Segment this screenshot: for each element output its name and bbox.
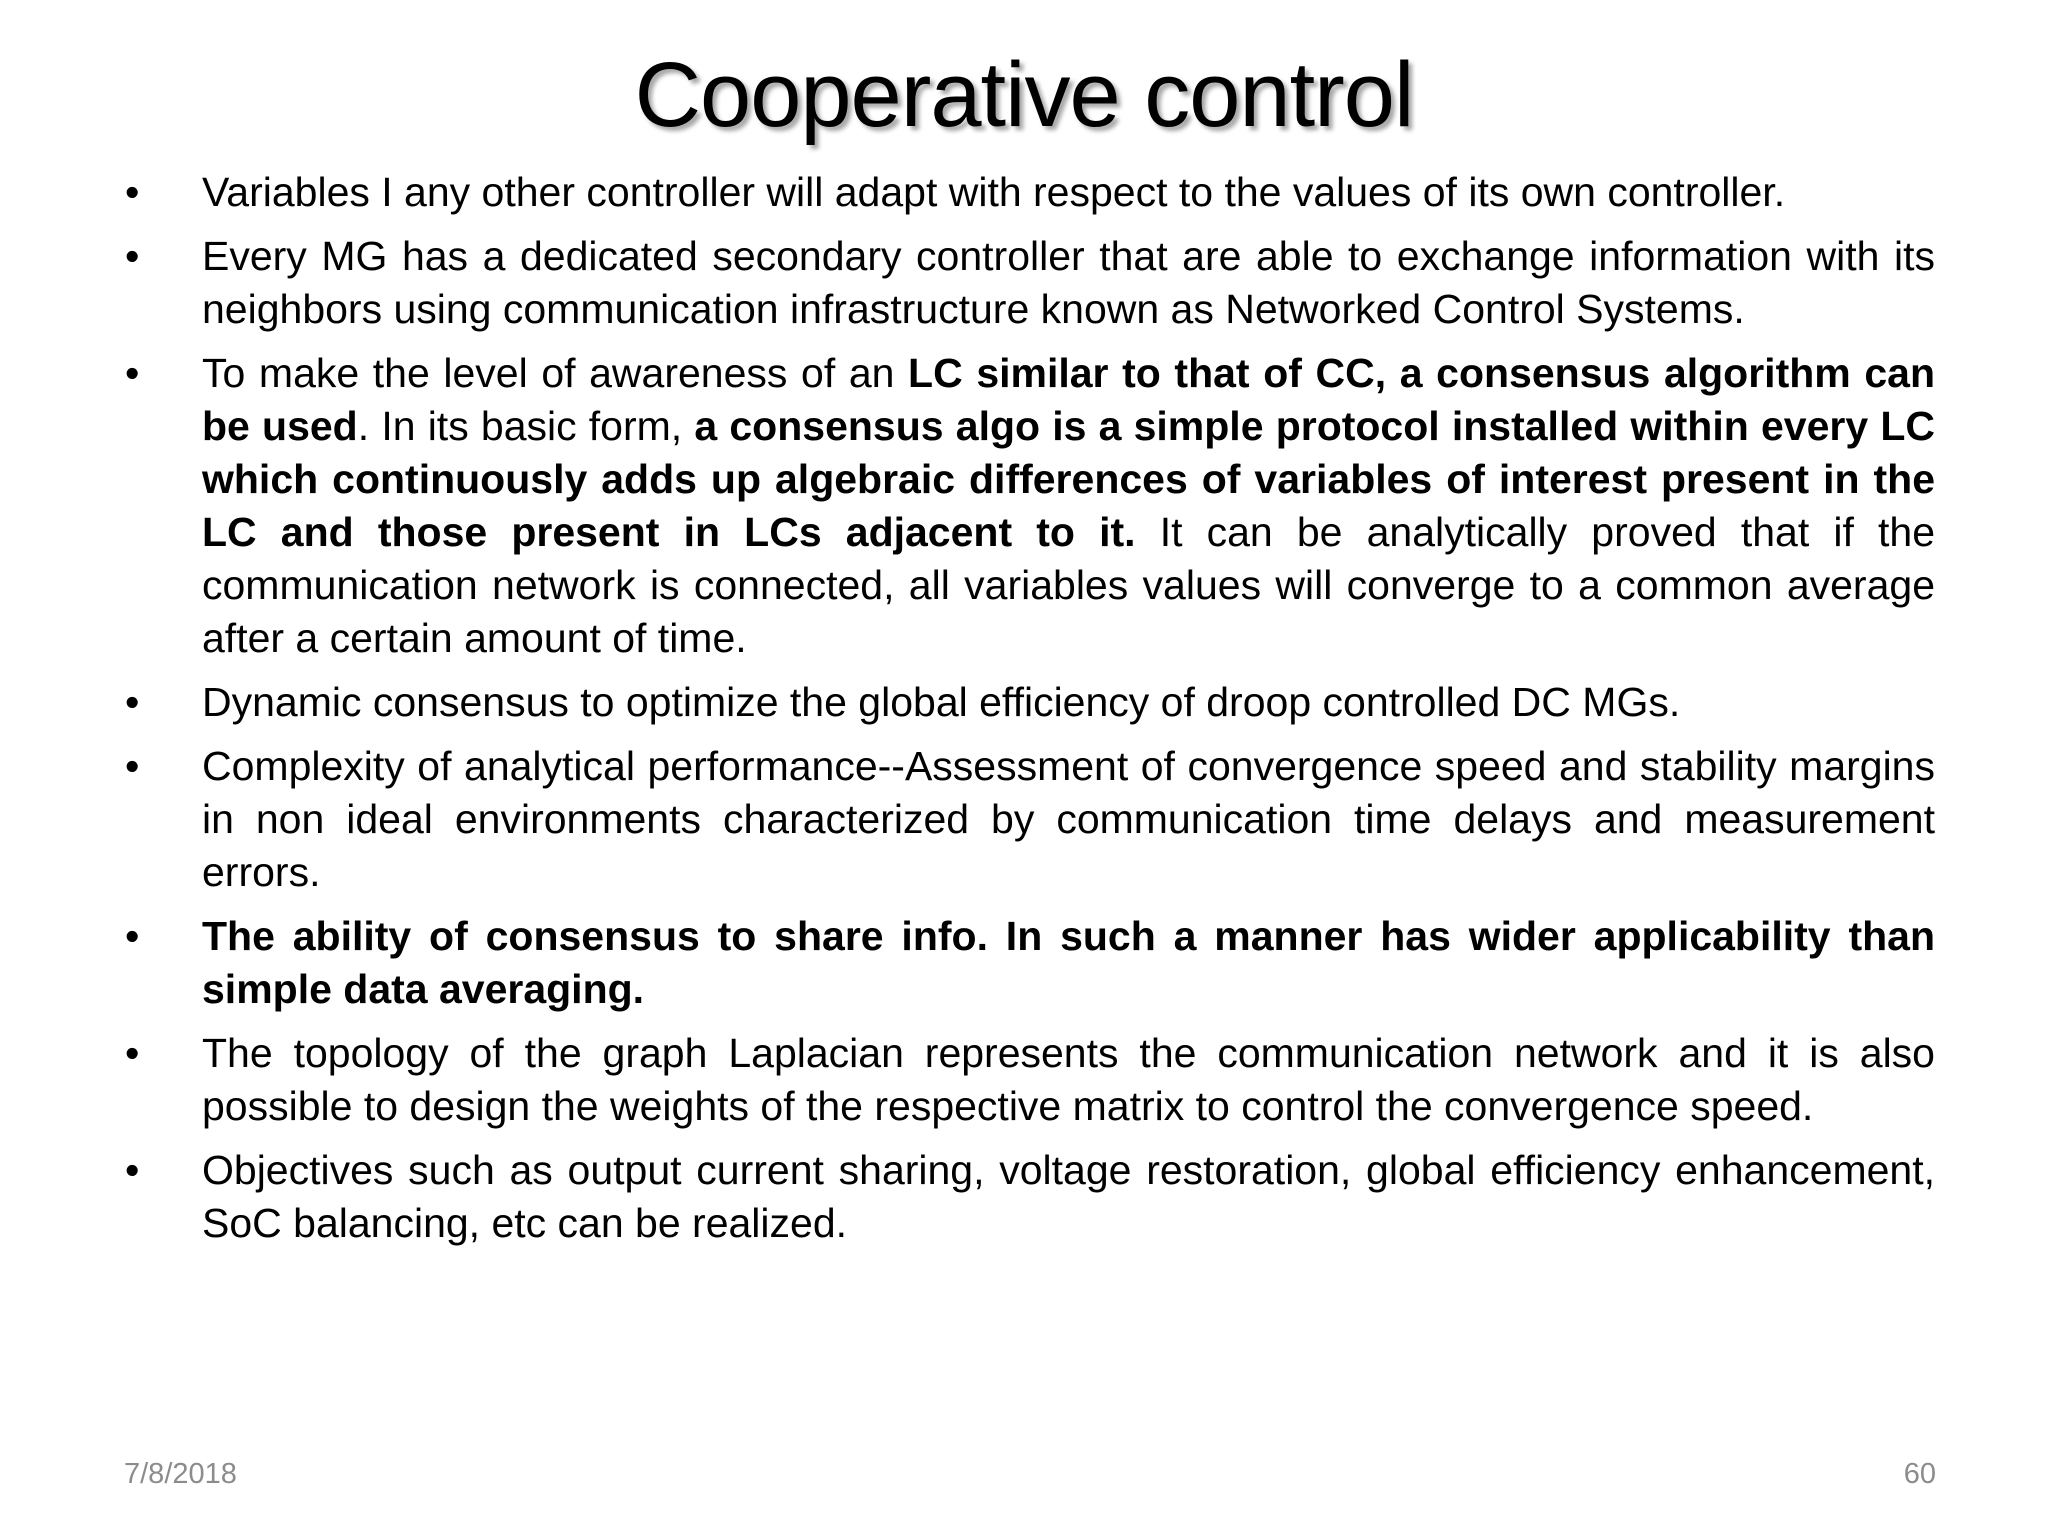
- bullet-text-segment: Every MG has a dedicated secondary controller that are able to exchange information with its neighbors using communication infrastructure known as Networked Control Systems.: [202, 233, 1935, 332]
- bullet-item: [120, 166, 1935, 219]
- bullet-text-segment: The topology of the graph Laplacian represents the communication network and it is also possible to design the weights of the respective matrix to control the convergence speed.: [202, 1030, 1935, 1129]
- bullet-item: [120, 347, 1935, 665]
- bullet-text-segment: Dynamic consensus to optimize the global efficiency of droop controlled DC MGs.: [202, 679, 1681, 725]
- bullet-marker: •: [125, 350, 140, 396]
- bullet-text: [202, 743, 1935, 895]
- bullet-text-bold-segment: a consensus algo is a simple protocol installed within every LC which continuously adds up algebraic differences of variables of interest present in the LC and those present in LCs adjacent to it.: [202, 403, 1935, 555]
- bullet-item: [120, 676, 1935, 729]
- bullet-text-segment: . In its basic form,: [357, 403, 695, 449]
- bullet-text-segment: Complexity of analytical performance--Assessment of convergence speed and stability margins in non ideal environments characterized by communication time delays and measurement errors.: [202, 743, 1935, 895]
- bullet-item: [120, 1027, 1935, 1133]
- bullet-text-segment: To make the level of awareness of an: [202, 350, 909, 396]
- bullet-text-bold-segment: LC similar to that of CC, a consensus algorithm can be used: [202, 350, 1935, 449]
- bullet-marker: •: [125, 1147, 140, 1193]
- bullet-item: [120, 230, 1935, 336]
- bullet-item: [120, 740, 1935, 899]
- bullet-text: [202, 1147, 1935, 1246]
- footer-date: 7/8/2018: [124, 1458, 237, 1490]
- bullet-item: [120, 910, 1935, 1016]
- bullet-text-bold-segment: The ability of consensus to share info. In such a manner has wider applicability than simple data averaging.: [202, 913, 1935, 1012]
- bullet-text-segment: Objectives such as output current sharing, voltage restoration, global efficiency enhancement, SoC balancing, etc can be realized.: [202, 1147, 1935, 1246]
- bullet-text-segment: Variables I any other controller will adapt with respect to the values of its own controller.: [202, 169, 1786, 215]
- bullet-marker: •: [125, 743, 140, 789]
- bullet-marker: •: [125, 233, 140, 279]
- bullet-text: [202, 1030, 1935, 1129]
- slide-title: Cooperative control: [634, 44, 1414, 146]
- bullet-item: [120, 1144, 1935, 1250]
- bullet-marker: •: [125, 169, 140, 215]
- bullet-text: [202, 169, 1785, 215]
- bullet-text: [202, 679, 1680, 725]
- bullet-text: [202, 350, 1935, 661]
- bullet-list: [120, 166, 1935, 1261]
- bullet-text: [202, 913, 1935, 1012]
- bullet-text: [202, 233, 1935, 332]
- bullet-marker: •: [125, 913, 140, 959]
- bullet-marker: •: [125, 1030, 140, 1076]
- bullet-text-segment: It can be analytically proved that if the communication network is connected, all variables values will converge to a common average after a certain amount of time.: [202, 509, 1935, 661]
- bullet-marker: •: [125, 679, 140, 725]
- page-number: 60: [1903, 1458, 1936, 1490]
